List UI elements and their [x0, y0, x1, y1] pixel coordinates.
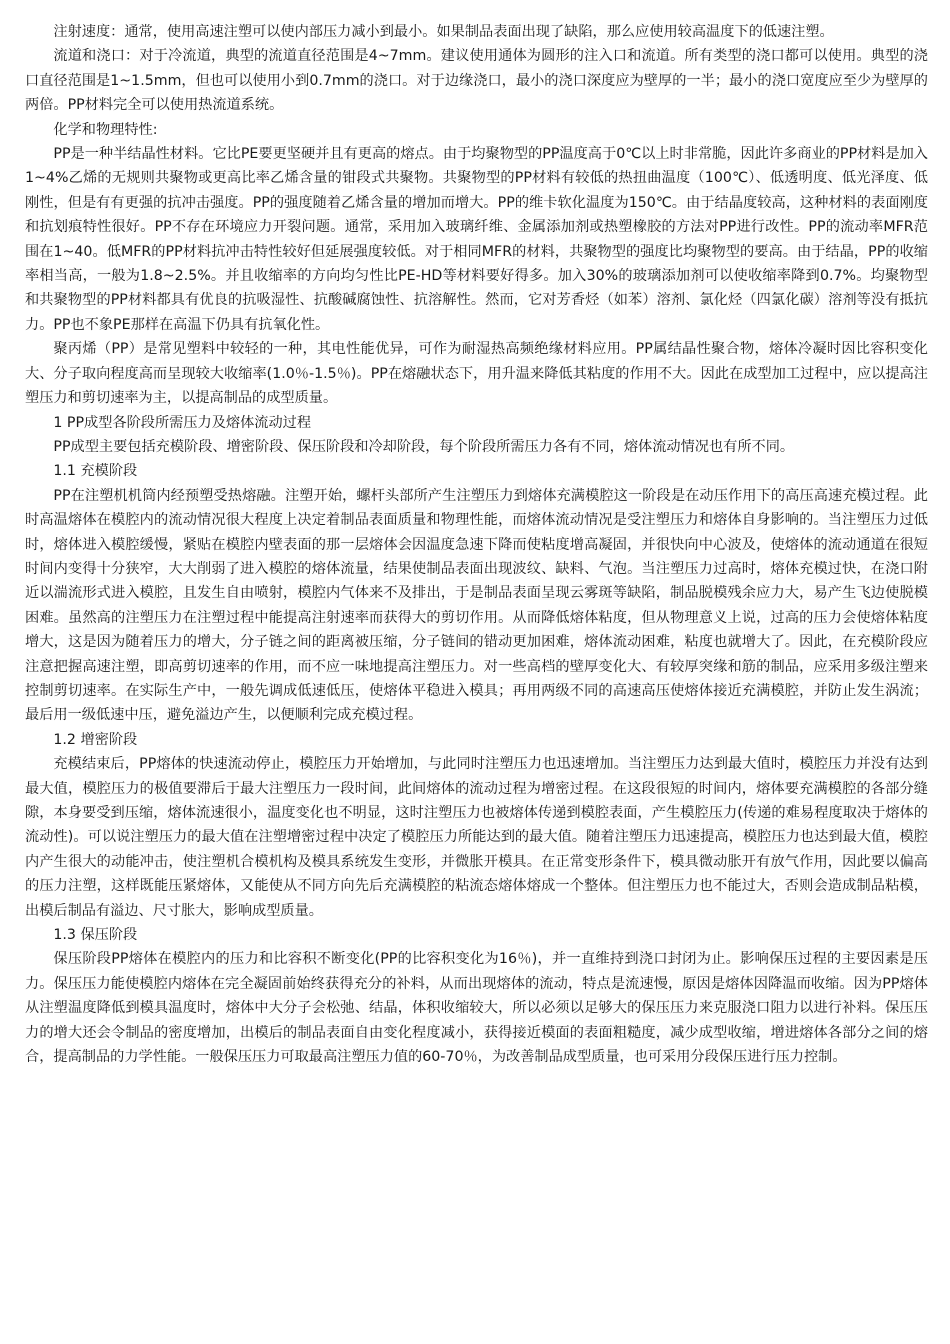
paragraph-densification-stage: 充模结束后，PP熔体的快速流动停止，模腔压力开始增加，与此同时注塑压力也迅速增加。当注塑压力达到最大值时，模腔压力并没有达到最大值，模腔压力的极值要滞后于最大注塑压力一段时间，此间熔体的流动过程为增密过程。在这段很短的时间内，熔体要充满模腔的各部分缝隙，本身要受到压缩，熔体流速很小，温度变化也不明显，这时注塑压力也被熔体传递到模腔表面，产生模腔压力(传递的难易程度取决于熔体的流动性)。可以说注塑压力的最大值在注塑增密过程中决定了模腔压力所能达到的最大值。随着注塑压力迅速提高，模腔压力也达到最大值，模腔内产生很大的动能冲击，使注塑机合模机构及模具系统发生变形，并微胀开模具。在正常变形条件下，模具微动胀开有放气作用，因此要以偏高的压力注塑，这样既能压紧熔体，又能使从不同方向先后充满模腔的粘流态熔体熔成一个整体。但注塑压力也不能过大，否则会造成制品粘模，出模后制品有溢边、尺寸胀大，影响成型质量。: [25, 756, 928, 919]
heading-section-1: 1 PP成型各阶段所需压力及熔体流动过程: [53, 414, 312, 431]
heading-chemical-physical: 化学和物理特性:: [53, 121, 158, 138]
paragraph-filling-stage: PP在注塑机机筒内经预塑受热熔融。注塑开始，螺杆头部所产生注塑压力到熔体充满模腔这一阶段是在动压作用下的高压高速充模过程。此时高温熔体在模腔内的流动情况很大程度上决定着制品表面质量和物理性能，而熔体流动情况是受注塑压力和熔体自身影响的。当注塑压力过低时，熔体进入模腔缓慢，紧贴在模腔内壁表面的那一层熔体会因温度急速下降而使粘度增高凝固，并很快向中心波及，使熔体的流动通道在很短时间内变得十分狭窄，大大削弱了进入模腔的熔体流量，结果使制品表面出现波纹、缺料、气泡。当注塑压力过高时，熔体充模过快，在浇口附近以湍流形式进入模腔，且发生自由喷射，模腔内气体来不及排出，于是制品表面呈现云雾斑等缺陷，制品脱模残余应力大，易产生飞边使脱模困难。虽然高的注塑压力在注塑过程中能提高注射速率而获得大的剪切作用。从而降低熔体粘度，但从物理意义上说，过高的压力会使熔体粘度增大，这是因为随着压力的增大，分子链之间的距离被压缩，分子链间的错动更加困难，熔体流动困难，粘度也就增大了。因此，在充模阶段应注意把握高速注塑，即高剪切速率的作用，而不应一味地提高注塑压力。对一些高档的壁厚变化大、有较厚突缘和筋的制品，应采用多级注塑来控制剪切速率。在实际生产中，一般先调成低速低压，使熔体平稳进入模具；再用两级不同的高速高压使熔体接近充满模腔，并防止发生涡流；最后用一级低速中压，避免溢边产生，以便顺利完成充模过程。: [25, 487, 928, 724]
heading-section-1-2: 1.2 增密阶段: [53, 731, 138, 748]
paragraph-section-1-intro: PP成型主要包括充模阶段、增密阶段、保压阶段和冷却阶段，每个阶段所需压力各有不同，熔体流动情况也有所不同。: [53, 438, 795, 455]
heading-section-1-1: 1.1 充模阶段: [53, 463, 138, 480]
paragraph-injection-speed: 注射速度：通常，使用高速注塑可以使内部压力减小到最小。如果制品表面出现了缺陷，那么应使用较高温度下的低速注塑。: [53, 24, 834, 40]
paragraph-runner-gate: 流道和浇口：对于冷流道，典型的流道直径范围是4~7mm。建议使用通体为圆形的注入口和流道。所有类型的浇口都可以使用。典型的浇口直径范围是1~1.5mm，但也可以使用小到0.7mm的浇口。对于边缘浇口，最小的浇口深度应为壁厚的一半；最小的浇口宽度应至少为壁厚的两倍。PP材料完全可以使用热流道系统。: [25, 48, 928, 114]
paragraph-polypropylene: 聚丙烯（PP）是常见塑料中较轻的一种，其电性能优异，可作为耐湿热高频绝缘材料应用。PP属结晶性聚合物，熔体冷凝时因比容积变化大、分子取向程度高而呈现较大收缩率(1.0％-1.5％)。PP在熔融状态下，用升温来降低其粘度的作用不大。因此在成型加工过程中，应以提高注塑压力和剪切速率为主，以提高制品的成型质量。: [25, 341, 928, 407]
paragraph-holding-stage: 保压阶段PP熔体在模腔内的压力和比容积不断变化(PP的比容积变化为16％)，并一直维持到浇口封闭为止。影响保压过程的主要因素是压力。保压压力能使模腔内熔体在完全凝固前始终获得充分的补料，从而出现熔体的流动，特点是流速慢，原因是熔体因降温而收缩。因为PP熔体从注塑温度降低到模具温度时，熔体中大分子会松弛、结晶，体积收缩较大，所以必须以足够大的保压压力来克服浇口阻力以进行补料。保压压力的增大还会令制品的密度增加，出模后的制品表面自由变化程度减小，获得接近模面的表面粗糙度，减少成型收缩，增进熔体各部分之间的熔合，提高制品的力学性能。一般保压压力可取最高注塑压力值的60-70％，为改善制品成型质量，也可采用分段保压进行压力控制。: [25, 951, 928, 1066]
paragraph-pp-properties: PP是一种半结晶性材料。它比PE要更坚硬并且有更高的熔点。由于均聚物型的PP温度高于0℃以上时非常脆，因此许多商业的PP材料是加入1~4%乙烯的无规则共聚物或更高比率乙烯含量的钳段式共聚物。共聚物型的PP材料有较低的热扭曲温度（100℃）、低透明度、低光泽度、低刚性，但是有有更强的抗冲击强度。PP的强度随着乙烯含量的增加而增大。PP的维卡软化温度为150℃。由于结晶度较高，这种材料的表面刚度和抗划痕特性很好。PP不存在环境应力开裂问题。通常，采用加入玻璃纤维、金属添加剂或热塑橡胶的方法对PP进行改性。PP的流动率MFR范围在1~40。低MFR的PP材料抗冲击特性较好但延展强度较低。对于相同MFR的材料，共聚物型的强度比均聚物型的要高。由于结晶，PP的收缩率相当高，一般为1.8~2.5%。并且收缩率的方向均匀性比PE-HD等材料要好得多。加入30%的玻璃添加剂可以使收缩率降到0.7%。均聚物型和共聚物型的PP材料都具有优良的抗吸湿性、抗酸碱腐蚀性、抗溶解性。然而，它对芳香烃（如苯）溶剂、氯化烃（四氯化碳）溶剂等没有抵抗力。PP也不象PE那样在高温下仍具有抗氧化性。: [25, 146, 928, 333]
heading-section-1-3: 1.3 保压阶段: [53, 927, 138, 944]
